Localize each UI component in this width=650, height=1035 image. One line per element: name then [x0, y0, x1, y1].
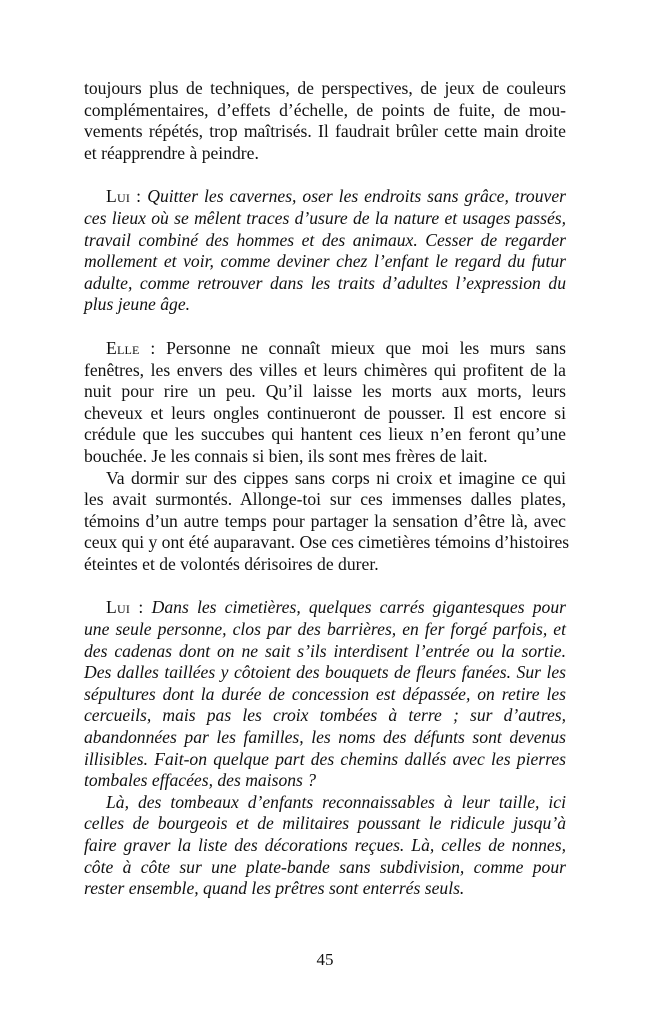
text-line: mollement et voir, comme deviner chez l’enfant le regard du futur	[84, 251, 566, 272]
text-line: Des dalles taillées y côtoient des bouquets de fleurs fanées. Sur les	[84, 662, 566, 683]
text-line: témoins d’un autre temps pour partager la sensation d’être là, avec	[84, 510, 566, 531]
paragraph-4	[84, 597, 566, 899]
text-line: plus jeune âge.	[84, 294, 191, 315]
page-body	[84, 78, 570, 900]
speech-text: Quitter les cavernes, oser les endroits sans grâce, trouver	[147, 186, 566, 207]
text-line: bouchée. Je les connais si bien, ils sont mes frères de lait.	[84, 445, 488, 466]
text-line: éteintes et de volontés dérisoires de durer.	[84, 553, 379, 574]
text-line: tombales effacées, des maisons ?	[84, 770, 317, 791]
text-line: sépultures dont la durée de concession est dépassée, on retire les	[84, 683, 566, 704]
text-line: illisibles. Fait-on quelque part des chemins dallés avec les pierres	[84, 748, 566, 769]
speaker-label: Lui :	[106, 186, 142, 207]
text-line: complémentaires, d’effets d’échelle, de points de fuite, de mou-	[84, 99, 566, 120]
paragraph-2	[84, 186, 566, 316]
speaker-label: Lui :	[106, 597, 144, 618]
text-line: travail combiné des hommes et des animaux. Cesser de regarder	[84, 229, 566, 250]
text-line: cheveux et leurs ongles continueront de pousser. Il est encore si	[84, 402, 566, 423]
text-line: ces lieux où se mêlent traces d’usure de la nature et usages passés,	[84, 207, 566, 228]
paragraph-gap	[84, 164, 566, 186]
text-line	[84, 597, 566, 619]
paragraph-1	[84, 78, 566, 164]
text-line: abandonnées par les familles, les noms des défunts sont devenus	[84, 727, 566, 748]
text-line: celles de bourgeois et de militaires poussant le ridicule jusqu’à	[84, 813, 566, 834]
text-line: côte à côte sur une plate-bande sans subdivision, comme pour	[84, 856, 566, 877]
page-number: 45	[316, 950, 334, 969]
speaker-label: Elle :	[106, 337, 156, 358]
text-line: crédule que les succubes qui hantent ces lieux n’en feront qu’une	[84, 424, 566, 445]
text-line: vements répétés, trop maîtrisés. Il faudrait brûler cette main droite	[84, 121, 566, 142]
speech-text: Dans les cimetières, quelques carrés gigantesques pour	[151, 597, 566, 618]
text-line: nuit pour rire un peu. Qu’il laisse les morts aux morts, leurs	[84, 381, 566, 402]
text-line	[84, 186, 566, 208]
text-line: et réapprendre à peindre.	[84, 142, 259, 163]
text-line: des cadenas dont on ne sait s’ils interdisent l’entrée ou la sortie.	[84, 640, 566, 661]
text-line	[84, 338, 566, 360]
text-line: une seule personne, clos par des barrières, en fer forgé parfois, et	[84, 619, 566, 640]
text-line: cercueils, mais pas les croix tombées à terre ; sur d’autres,	[84, 705, 566, 726]
paragraph-3	[84, 337, 570, 576]
paragraph-gap	[84, 575, 566, 597]
text-line: ceux qui y ont été auparavant. Ose ces cimetières témoins d’histoires	[84, 532, 570, 553]
paragraph-gap	[84, 316, 566, 338]
speech-text: Personne ne connaît mieux que moi les murs sans	[166, 337, 566, 358]
text-line: Va dormir sur des cippes sans corps ni croix et imagine ce qui	[106, 467, 566, 488]
text-line: les avait surmontés. Allonge-toi sur ces immenses dalles plates,	[84, 489, 566, 510]
text-line: fenêtres, les envers des villes et leurs chimères qui profitent de la	[84, 359, 566, 380]
text-line: rester ensemble, quand les prêtres sont enterrés seuls.	[84, 878, 465, 899]
text-line: adulte, comme retrouver dans les traits d’adultes l’expression du	[84, 272, 566, 293]
text-line: faire graver la liste des décorations reçues. Là, celles de nonnes,	[84, 835, 566, 855]
text-line: Là, des tombeaux d’enfants reconnaissables à leur taille, ici	[106, 791, 566, 812]
text-line: toujours plus de techniques, de perspectives, de jeux de couleurs	[84, 78, 566, 98]
